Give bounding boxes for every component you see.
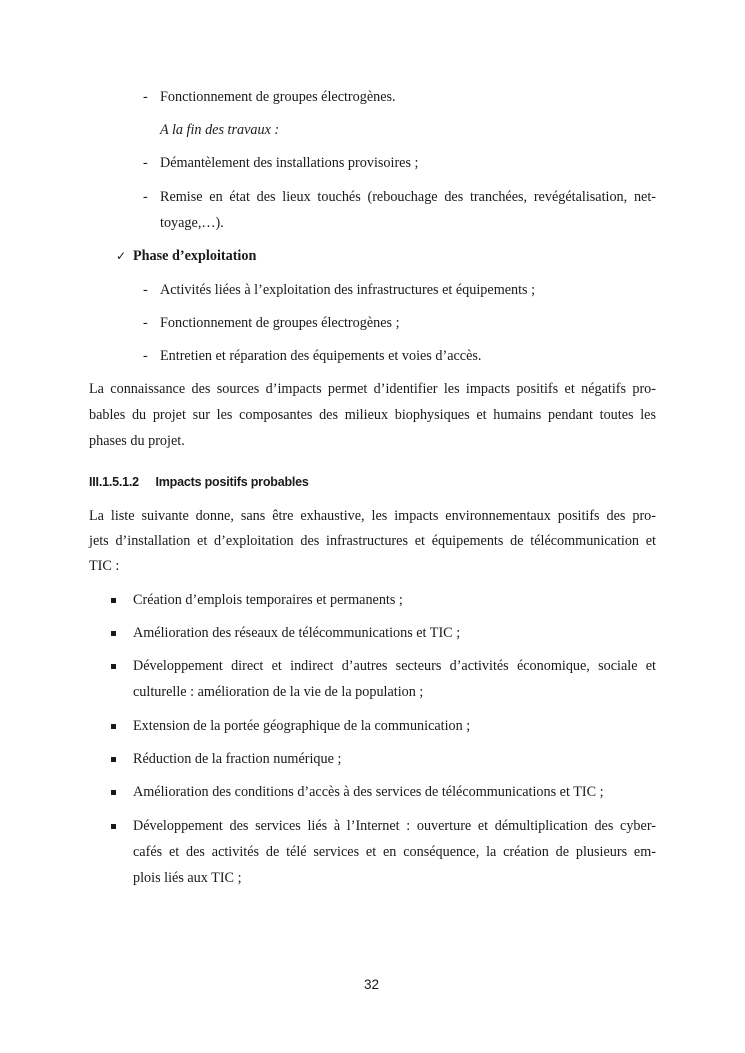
paragraph-line: La liste suivante donne, sans être exhaustive, les impacts environnementaux positifs des pro-: [89, 508, 656, 524]
square-bullet-icon: [111, 664, 116, 669]
paragraph-line: La connaissance des sources d’impacts permet d’identifier les impacts positifs et négatifs pro-: [89, 381, 656, 397]
list-item: Création d’emplois temporaires et permanents ;: [133, 592, 403, 608]
dash-bullet: -: [143, 282, 148, 298]
checkmark-icon: ✓: [116, 249, 127, 263]
dash-bullet: -: [143, 189, 148, 205]
square-bullet-icon: [111, 724, 116, 729]
list-item: Réduction de la fraction numérique ;: [133, 751, 342, 767]
section-number: III.1.5.1.2: [89, 475, 139, 489]
square-bullet-icon: [111, 598, 116, 603]
list-item: Démantèlement des installations provisoires ;: [160, 155, 419, 171]
list-item: Amélioration des conditions d’accès à des services de télécommunications et TIC ;: [133, 784, 604, 800]
list-item-continuation: culturelle : amélioration de la vie de la population ;: [133, 684, 424, 700]
square-bullet-icon: [111, 631, 116, 636]
paragraph-line: bables du projet sur les composantes des milieux biophysiques et humains pendant toutes les: [89, 407, 656, 423]
square-bullet-icon: [111, 824, 116, 829]
list-item: Entretien et réparation des équipements et voies d’accès.: [160, 348, 482, 364]
square-bullet-icon: [111, 757, 116, 762]
list-item: Développement des services liés à l’Internet : ouverture et démultiplication des cyber-: [133, 818, 656, 834]
square-bullet-icon: [111, 790, 116, 795]
paragraph-line: TIC :: [89, 558, 120, 574]
paragraph-line: jets d’installation et d’exploitation des infrastructures et équipements de télécommunication et: [89, 533, 656, 549]
end-of-works-label: A la fin des travaux :: [160, 122, 280, 138]
section-heading: [89, 475, 309, 489]
dash-bullet: -: [143, 348, 148, 364]
list-item-continuation: plois liés aux TIC ;: [133, 870, 242, 886]
dash-bullet: -: [143, 315, 148, 331]
list-item: Fonctionnement de groupes électrogènes ;: [160, 315, 400, 331]
dash-bullet: -: [143, 89, 148, 105]
list-item: Développement direct et indirect d’autres secteurs d’activités économique, sociale et: [133, 658, 656, 674]
list-item-continuation: cafés et des activités de télé services et en conséquence, la création de plusieurs em-: [133, 844, 656, 860]
list-item: Remise en état des lieux touchés (rebouchage des tranchées, revégétalisation, net-: [160, 189, 656, 205]
list-item: Extension de la portée géographique de la communication ;: [133, 718, 471, 734]
section-title: Impacts positifs probables: [155, 475, 309, 489]
page-number: 32: [364, 977, 380, 992]
list-item: Activités liées à l’exploitation des infrastructures et équipements ;: [160, 282, 536, 298]
dash-bullet: -: [143, 155, 148, 171]
paragraph-line: phases du projet.: [89, 433, 185, 449]
list-item: Amélioration des réseaux de télécommunications et TIC ;: [133, 625, 461, 641]
phase-title: Phase d’exploitation: [133, 248, 257, 264]
list-item-continuation: toyage,…).: [160, 215, 224, 231]
list-item: Fonctionnement de groupes électrogènes.: [160, 89, 396, 105]
